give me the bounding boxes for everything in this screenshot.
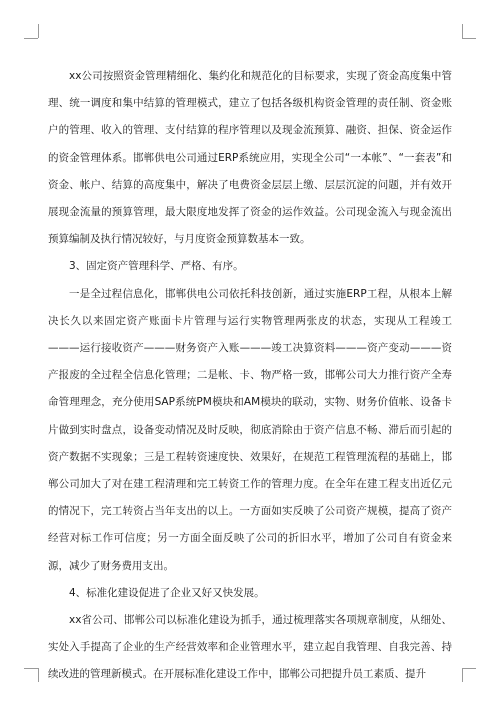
section-heading-standardization: 4、标准化建设促进了企业又好又快发展。: [69, 586, 265, 599]
paragraph-fixed-assets: 一是全过程信息化，邯郸供电公司依托科技创新，通过实施ERP工程，从根本上解决长久以来固定资产账面卡片管理与运行实物管理两张皮的状态，实现从工程竣工———运行接收资产———财务资产入账———竣工决算资料———资产变动———资产报废的全过程全信息化管理；二是帐、卡、物严格一致，邯郸公司大力推行资产全寿命管理理念，充分使用SAP系统PM模块和AM模块的联动，实物、财务价值帐、设备卡片做到实时盘点，设备变动情况及时反映，彻底消除由于资产信息不畅、滞后而引起的资产数据不实现象；三是工程转资速度快、效果好，在规范工程管理流程的基础上，邯郸公司加大了对在建工程清理和完工转资工作的管理力度。在全年在建工程支出近亿元的情况下，完工转资占当年支出的以上。一方面如实反映了公司资产规模，提高了资产经营对标工作可信度；另一方面全面反映了公司的折旧水平，增加了公司自有资金来源，减少了财务费用支出。: [48, 287, 452, 572]
paragraph-standardization: xx省公司、邯郸公司以标准化建设为抓手，通过梳理落实各项规章制度，从细处、实处入手提高了企业的生产经营效率和企业管理水平，建立起自我管理、自我完善、持续改进的管理新模式。在开展标准化建设工作中，邯郸公司把提升员工素质、提升: [48, 614, 452, 681]
crop-mark-bottom-right-h: [462, 668, 476, 669]
document-body: [48, 63, 452, 689]
crop-mark-bottom-left-v: [38, 668, 39, 682]
section-heading-fixed-assets: 3、固定资产管理科学、严格、有序。: [69, 260, 244, 273]
crop-mark-top-left-h: [24, 38, 38, 39]
crop-mark-top-right-h: [462, 38, 476, 39]
crop-mark-top-right-v: [462, 24, 463, 38]
paragraph-fund-management: xx公司按照资金管理精细化、集约化和规范化的目标要求，实现了资金高度集中管理、统一调度和集中结算的管理模式，建立了包括各级机构资金管理的责任制、资金账户的管理、收入的管理、支付结算的程序管理以及现金流预算、融资、担保、资金运作的资金管理体系。邯郸供电公司通过ERP系统应用，实现全公司“一本帐”、“一套表”和资金、帐户、结算的高度集中，解决了电费资金层层上缴、层层沉淀的问题，并有效开展现金流量的预算管理，最大限度地发挥了资金的运作效益。公司现金流入与现金流出预算编制及执行情况较好，与月度资金预算数基本一致。: [48, 70, 452, 246]
crop-mark-top-left-v: [38, 24, 39, 38]
crop-mark-bottom-right-v: [462, 668, 463, 682]
crop-mark-bottom-left-h: [24, 668, 38, 669]
